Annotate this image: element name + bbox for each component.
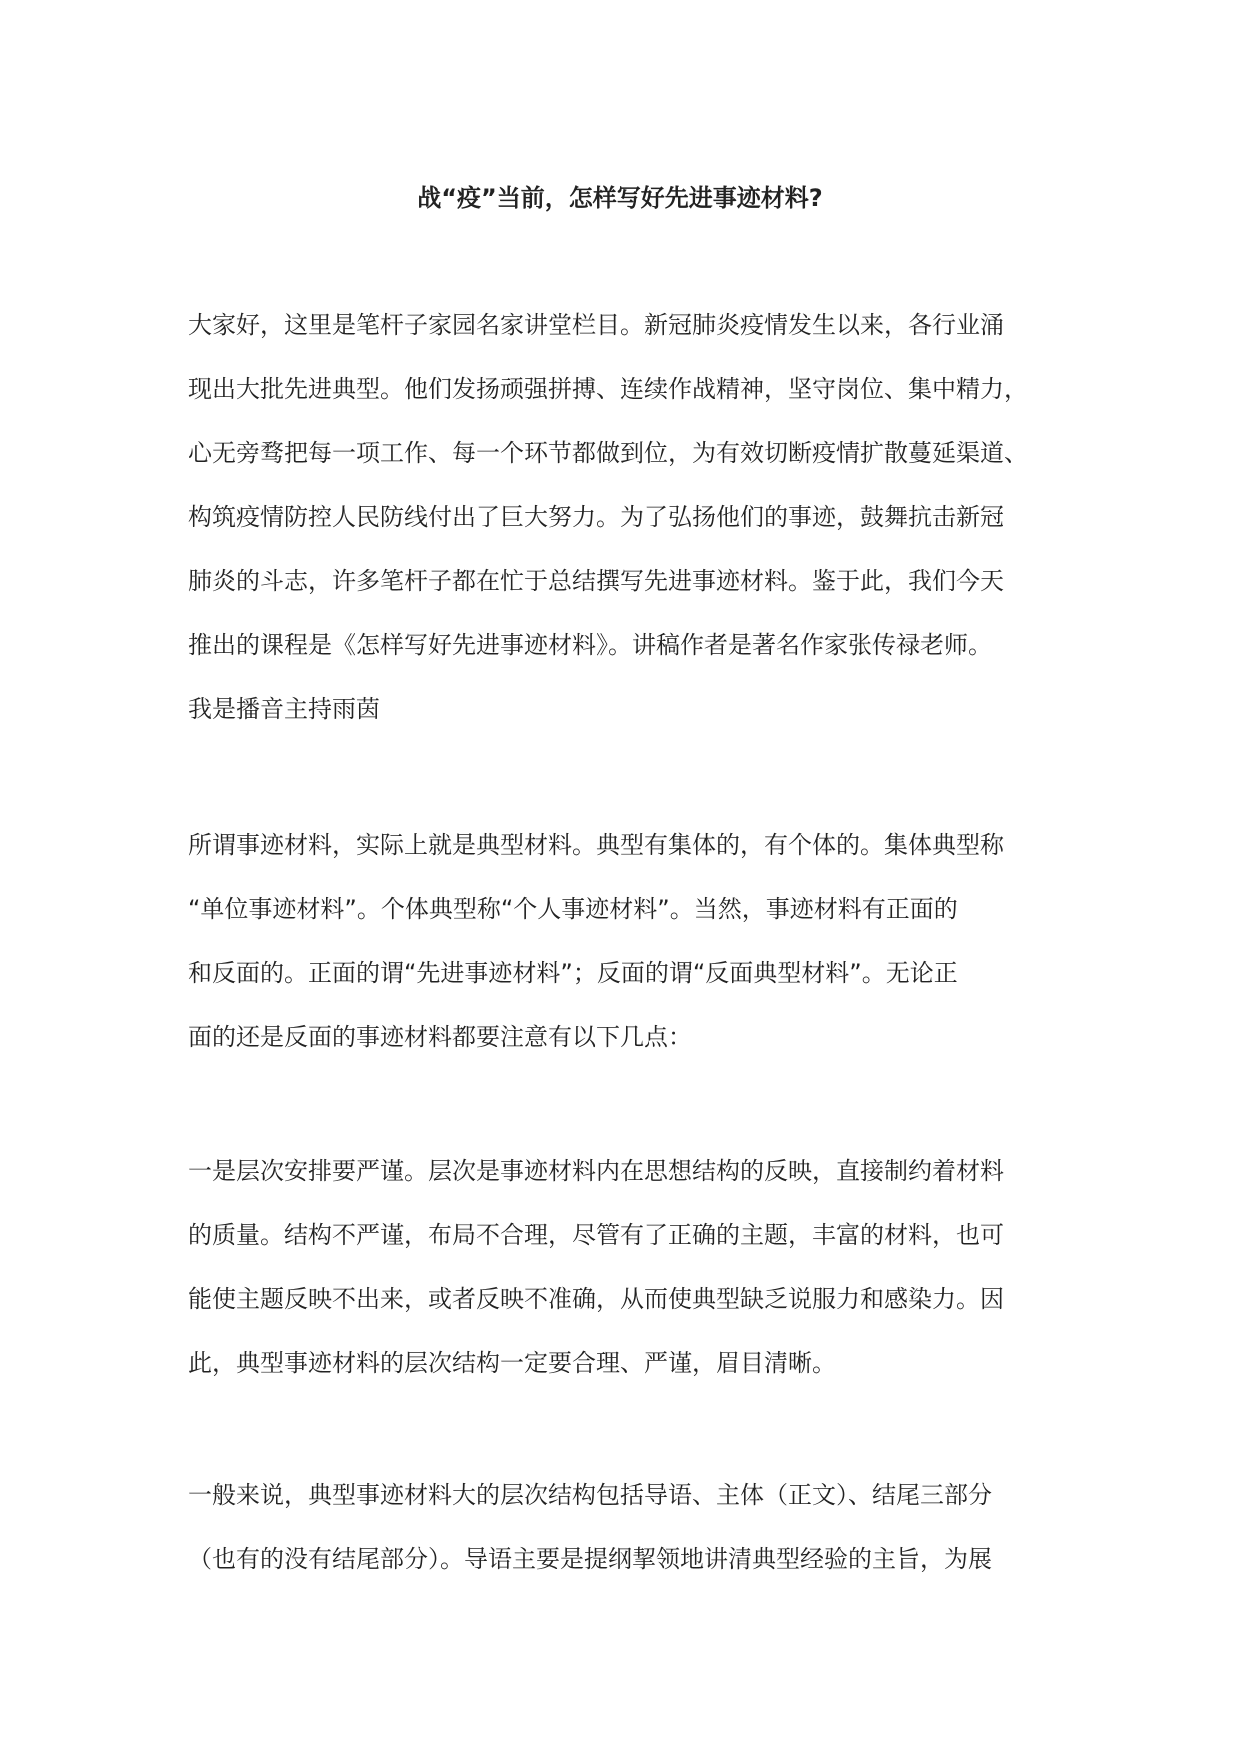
text-line: 我是播音主持雨茵 [188,695,380,723]
text-line: （也有的没有结尾部分）。导语主要是提纲挈领地讲清典型经验的主旨，为展 [188,1545,992,1573]
paragraph-intro [188,310,1068,758]
paragraph-structure [188,1156,1068,1412]
text-line: 面的还是反面的事迹材料都要注意有以下几点： [188,1023,692,1051]
text-line: “单位事迹材料”。个体典型称“个人事迹材料”。当然，事迹材料有正面的 [188,895,958,923]
paragraph-layers [188,1480,1068,1608]
text-line: 推出的课程是《怎样写好先进事迹材料》。讲稿作者是著名作家张传禄老师。 [188,631,992,659]
text-line: 心无旁骛把每一项工作、每一个环节都做到位，为有效切断疫情扩散蔓延渠道、 [188,439,1028,467]
text-line: 所谓事迹材料，实际上就是典型材料。典型有集体的，有个体的。集体典型称 [188,831,1004,859]
text-line: 一般来说，典型事迹材料大的层次结构包括导语、主体（正文）、结尾三部分 [188,1481,992,1509]
text-line: 能使主题反映不出来，或者反映不准确，从而使典型缺乏说服力和感染力。因 [188,1285,1004,1313]
text-line: 和反面的。正面的谓“先进事迹材料”；反面的谓“反面典型材料”。无论正 [188,959,958,987]
text-line: 肺炎的斗志，许多笔杆子都在忙于总结撰写先进事迹材料。鉴于此，我们今天 [188,567,1004,595]
paragraph-definition [188,830,1068,1086]
text-line: 构筑疫情防控人民防线付出了巨大努力。为了弘扬他们的事迹，鼓舞抗击新冠 [188,503,1004,531]
text-line: 大家好，这里是笔杆子家园名家讲堂栏目。新冠肺炎疫情发生以来，各行业涌 [188,311,1004,339]
text-line: 一是层次安排要严谨。层次是事迹材料内在思想结构的反映，直接制约着材料 [188,1157,1004,1185]
text-line: 的质量。结构不严谨，布局不合理，尽管有了正确的主题，丰富的材料，也可 [188,1221,1004,1249]
text-line: 此，典型事迹材料的层次结构一定要合理、严谨，眉目清晰。 [188,1349,836,1377]
text-line: 现出大批先进典型。他们发扬顽强拼搏、连续作战精神，坚守岗位、集中精力， [188,375,1028,403]
document-title: 战“疫”当前，怎样写好先进事迹材料? [417,184,823,212]
